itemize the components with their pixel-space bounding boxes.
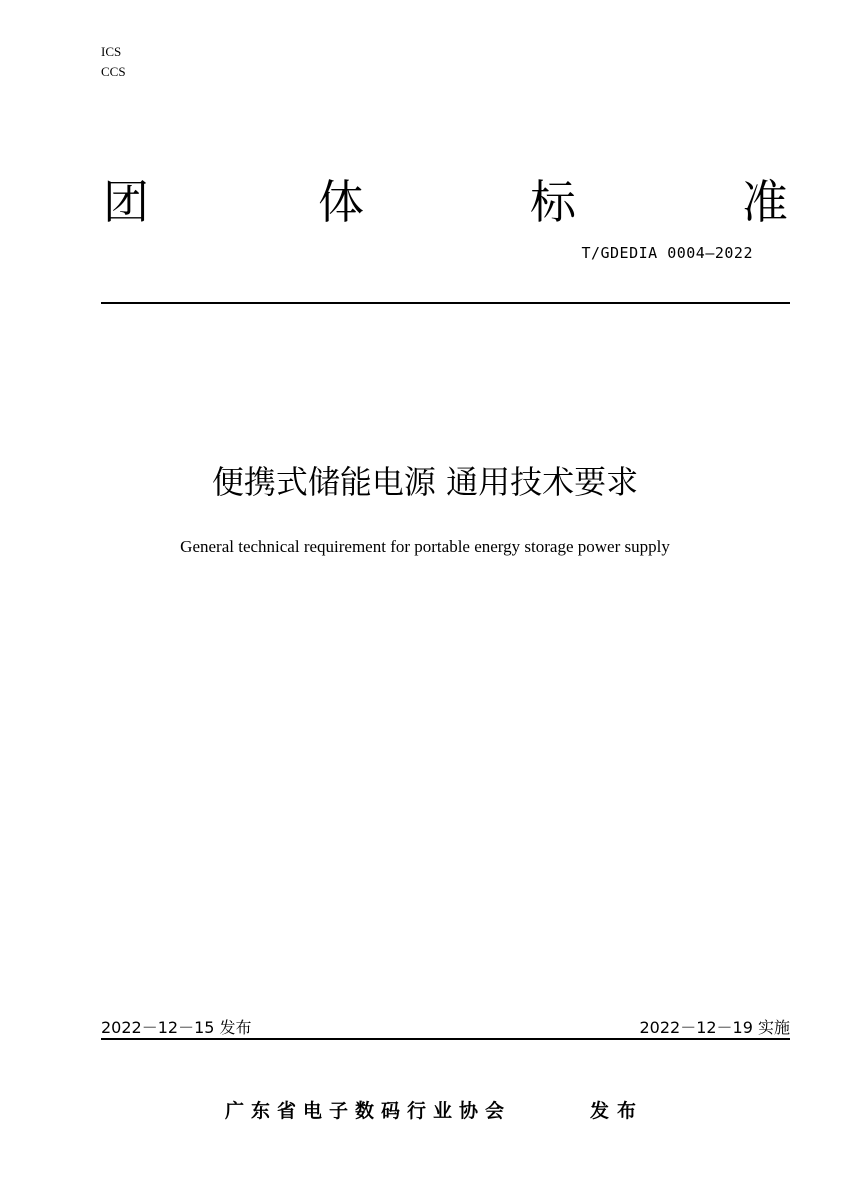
standard-number: T/GDEDIA 0004—2022 — [581, 244, 753, 262]
issue-label: 发布 — [590, 1100, 645, 1122]
document-title-en: General technical requirement for portable energy storage power supply — [180, 537, 670, 556]
heading-char-2: 体 — [318, 175, 364, 229]
ccs-label: CCS — [101, 64, 126, 79]
heading-char-4: 准 — [742, 175, 788, 229]
implement-date: 2022－12－19 实施 — [639, 1018, 790, 1037]
heading-char-1: 团 — [103, 175, 149, 229]
ics-label: ICS — [101, 44, 122, 59]
heading-char-3: 标 — [530, 175, 576, 229]
footer-rule — [101, 1038, 790, 1040]
document-title-cn: 便携式储能电源 通用技术要求 — [211, 463, 639, 501]
issuing-organization: 广东省电子数码行业协会 — [225, 1100, 512, 1122]
header-rule — [101, 302, 790, 304]
publish-date: 2022－12－15 发布 — [101, 1018, 252, 1037]
